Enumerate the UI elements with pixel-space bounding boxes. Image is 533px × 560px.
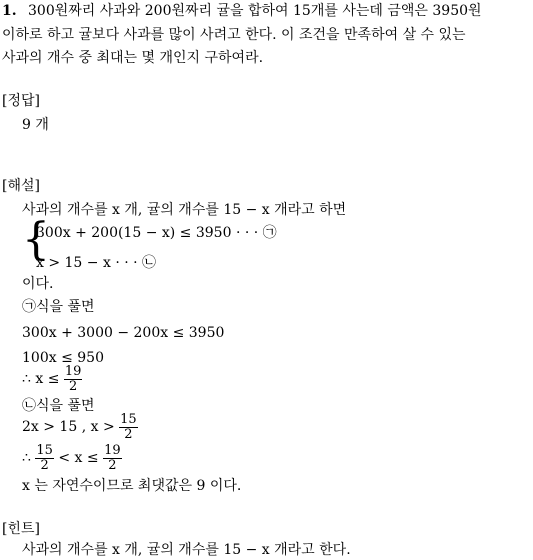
system-brace: { bbox=[22, 214, 50, 265]
hint-text: 사과의 개수를 x 개, 귤의 개수를 15 − x 개라고 한다. bbox=[22, 542, 351, 558]
step1-equation-b: 100x ≤ 950 bbox=[22, 350, 104, 366]
problem-line-3: 사과의 개수 중 최대는 몇 개인지 구하여라. bbox=[2, 50, 264, 66]
fraction-15-over-2 bbox=[119, 413, 138, 442]
answer-value: 9 개 bbox=[22, 117, 49, 133]
fraction-19-over-2 bbox=[103, 444, 122, 473]
fraction-numerator: 19 bbox=[64, 363, 82, 379]
problem-line-2: 이하로 하고 귤보다 사과를 많이 사려고 한다. 이 조건을 만족하여 살 수 있는 bbox=[2, 27, 466, 43]
step2-result-middle: < x ≤ bbox=[58, 450, 99, 466]
step1-equation-a: 300x + 3000 − 200x ≤ 3950 bbox=[22, 325, 225, 341]
step2-result bbox=[22, 441, 122, 475]
system-equation-1: 300x + 200(15 − x) ≤ 3950 · · · ㉠ bbox=[36, 225, 277, 241]
answer-header: [정답] bbox=[2, 93, 40, 109]
step2-equation-a-prefix: 2x > 15 , x > bbox=[22, 419, 115, 435]
step1-label: ㉠식을 풀면 bbox=[22, 299, 95, 315]
problem-line-1: 300원짜리 사과와 200원짜리 귤을 합하여 15개를 사는데 금액은 3950원 bbox=[28, 3, 482, 19]
solution-intro: 사과의 개수를 x 개, 귤의 개수를 15 − x 개라고 하면 bbox=[22, 202, 347, 218]
fraction-15-over-2 bbox=[35, 444, 54, 473]
after-system-text: 이다. bbox=[22, 276, 54, 292]
fraction-denominator: 2 bbox=[124, 426, 133, 442]
step2-result-prefix: ∴ bbox=[22, 450, 31, 466]
step2-equation-a bbox=[22, 410, 138, 444]
fraction-numerator: 15 bbox=[36, 442, 53, 458]
step1-result bbox=[22, 362, 82, 396]
hint-header: [힌트] bbox=[2, 521, 40, 537]
system-equation-2: x > 15 − x · · · ㉡ bbox=[36, 255, 157, 271]
fraction-19-over-2 bbox=[64, 365, 83, 394]
problem-number: 1. bbox=[2, 3, 17, 19]
step1-result-prefix: ∴ x ≤ bbox=[22, 371, 60, 387]
fraction-numerator: 19 bbox=[104, 442, 121, 458]
step2-label: ㉡식을 풀면 bbox=[22, 398, 95, 414]
solution-header: [해설] bbox=[2, 178, 40, 194]
fraction-denominator: 2 bbox=[108, 457, 117, 473]
fraction-denominator: 2 bbox=[69, 378, 78, 394]
fraction-numerator: 15 bbox=[120, 411, 137, 427]
conclusion: x 는 자연수이므로 최댓값은 9 이다. bbox=[22, 478, 242, 494]
fraction-denominator: 2 bbox=[40, 457, 49, 473]
